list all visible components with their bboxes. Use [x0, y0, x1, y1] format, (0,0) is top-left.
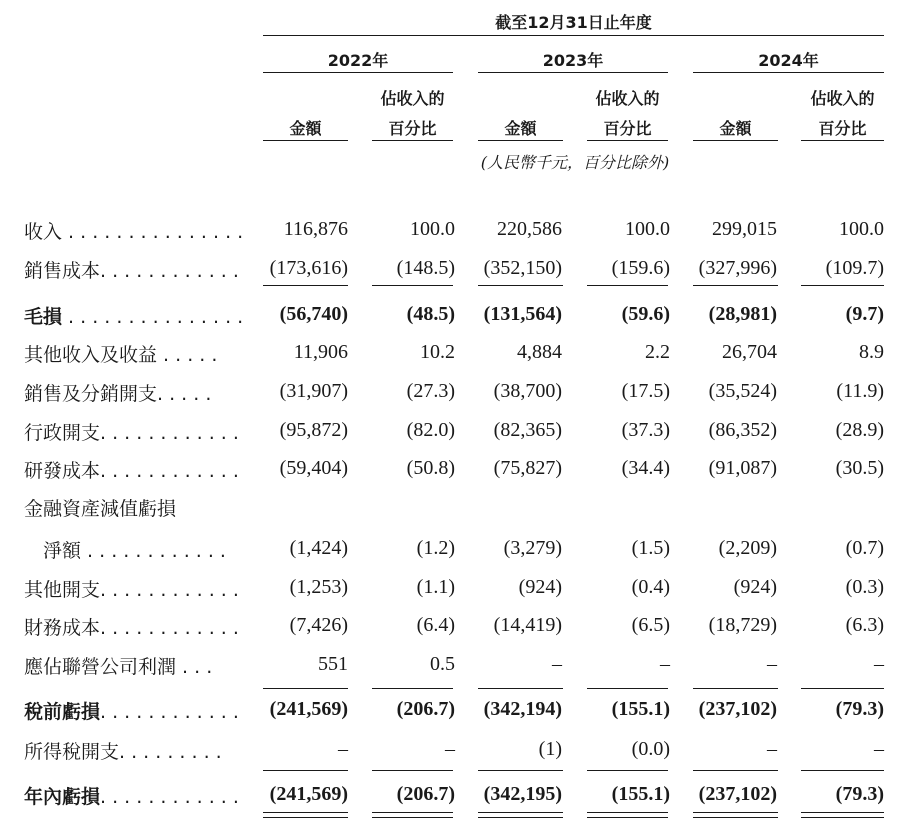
col-amount-2023: 金額 — [504, 119, 537, 138]
cell-amount-2023: (38,700) — [493, 380, 562, 402]
cell-pct-2024: (0.3) — [845, 576, 884, 598]
row-leader-dots: . . . . . . . . . . . . — [100, 617, 239, 639]
period-rule — [263, 35, 884, 36]
cell-amount-2023: (131,564) — [483, 303, 562, 325]
cell-amount-2023: (342,194) — [483, 698, 562, 720]
cell-pct-2024: (109.7) — [825, 257, 884, 279]
row-label-text: 毛損 — [24, 306, 63, 328]
cell-pct-2024: (6.3) — [845, 614, 884, 636]
cell-amount-2024: (35,524) — [708, 380, 777, 402]
row-label — [24, 302, 243, 329]
cell-amount-2023: – — [552, 653, 562, 675]
cell-pct-2022: (82.0) — [406, 419, 455, 441]
cell-amount-2024: (327,996) — [698, 257, 777, 279]
cell-amount-2022: (173,616) — [269, 257, 348, 279]
row-label — [24, 418, 239, 445]
cell-pct-2022: (206.7) — [396, 783, 455, 805]
row-leader-dots: . . . . . . . . . . . . — [100, 260, 239, 282]
row-leader-dots: . . . . . . . . . — [119, 741, 222, 763]
cell-pct-2024: (79.3) — [835, 698, 884, 720]
row-rule — [693, 688, 778, 689]
cell-pct-2023: (17.5) — [621, 380, 670, 402]
cell-pct-2023: (34.4) — [621, 457, 670, 479]
col-pct-2024-line2: 百分比 — [818, 119, 867, 138]
row-label — [24, 494, 176, 521]
unit-note: (人民幣千元，百分比除外) — [480, 153, 670, 172]
cell-pct-2024: – — [874, 738, 884, 760]
row-label-text: 稅前虧損 — [24, 701, 101, 723]
row-label-text: 其他開支 — [24, 579, 101, 601]
row-rule — [693, 770, 778, 771]
row-leader-dots: . . . . . . . . . . . . . . . — [62, 221, 244, 243]
cell-amount-2022: (95,872) — [279, 419, 348, 441]
cell-pct-2023: 2.2 — [645, 341, 670, 363]
row-label — [24, 217, 243, 244]
row-label — [24, 575, 239, 602]
row-leader-dots: . . . . . . . . . . . . — [100, 701, 239, 723]
row-label — [24, 697, 239, 724]
row-label-text: 淨額 — [24, 540, 82, 562]
row-leader-dots: . . . . . — [157, 344, 218, 366]
cell-pct-2024: (28.9) — [835, 419, 884, 441]
subheader-rule — [587, 140, 668, 141]
cell-pct-2023: (155.1) — [611, 783, 670, 805]
cell-pct-2022: (148.5) — [396, 257, 455, 279]
cell-amount-2024: 299,015 — [712, 218, 777, 240]
row-label — [24, 456, 239, 483]
cell-pct-2022: (48.5) — [406, 303, 455, 325]
cell-amount-2022: (241,569) — [269, 698, 348, 720]
cell-amount-2024: (86,352) — [708, 419, 777, 441]
cell-amount-2023: (82,365) — [493, 419, 562, 441]
cell-amount-2022: – — [338, 738, 348, 760]
row-rule — [801, 688, 884, 689]
cell-pct-2022: (1.2) — [416, 537, 455, 559]
year-rule-2023 — [478, 72, 668, 73]
cell-amount-2022: (59,404) — [279, 457, 348, 479]
cell-pct-2022: – — [445, 738, 455, 760]
cell-amount-2023: (3,279) — [503, 537, 562, 559]
cell-amount-2024: (2,209) — [718, 537, 777, 559]
cell-pct-2023: (0.0) — [631, 738, 670, 760]
double-rule — [263, 812, 348, 818]
row-label-text: 銷售成本 — [24, 260, 101, 282]
year-rule-2024 — [693, 72, 884, 73]
period-title: 截至12月31日止年度 — [495, 13, 652, 32]
row-rule — [587, 688, 668, 689]
subheader-rule — [263, 140, 348, 141]
row-label-text: 研發成本 — [24, 460, 101, 482]
row-rule — [478, 688, 563, 689]
row-leader-dots: . . . . . . . . . . . . — [100, 460, 239, 482]
col-pct-2023-line1: 佔收入的 — [595, 89, 660, 108]
row-rule — [263, 285, 348, 286]
col-pct-2022-line1: 佔收入的 — [380, 89, 445, 108]
cell-amount-2023: (75,827) — [493, 457, 562, 479]
cell-amount-2022: (1,424) — [289, 537, 348, 559]
cell-pct-2022: 0.5 — [430, 653, 455, 675]
cell-pct-2023: (155.1) — [611, 698, 670, 720]
cell-amount-2024: (18,729) — [708, 614, 777, 636]
row-leader-dots: . . . . . — [157, 383, 212, 405]
row-rule — [263, 770, 348, 771]
cell-amount-2024: (924) — [733, 576, 777, 598]
row-label-text: 財務成本 — [24, 617, 101, 639]
row-rule — [587, 285, 668, 286]
cell-pct-2023: (59.6) — [621, 303, 670, 325]
row-label — [24, 737, 222, 764]
row-label — [24, 613, 239, 640]
cell-pct-2024: (79.3) — [835, 783, 884, 805]
cell-pct-2023: (159.6) — [611, 257, 670, 279]
cell-pct-2022: (206.7) — [396, 698, 455, 720]
cell-pct-2022: 100.0 — [410, 218, 455, 240]
cell-pct-2022: (50.8) — [406, 457, 455, 479]
row-label — [24, 340, 217, 367]
double-rule — [372, 812, 453, 818]
cell-amount-2024: (237,102) — [698, 783, 777, 805]
cell-pct-2024: – — [874, 653, 884, 675]
row-leader-dots: . . . . . . . . . . . . — [81, 540, 226, 562]
cell-amount-2022: (241,569) — [269, 783, 348, 805]
double-rule — [587, 812, 668, 818]
cell-amount-2022: (56,740) — [279, 303, 348, 325]
subheader-rule — [801, 140, 884, 141]
row-label — [24, 379, 211, 406]
cell-amount-2022: (7,426) — [289, 614, 348, 636]
row-rule — [478, 770, 563, 771]
subheader-rule — [693, 140, 778, 141]
cell-amount-2023: (1) — [538, 738, 562, 760]
cell-pct-2022: (1.1) — [416, 576, 455, 598]
cell-amount-2022: (1,253) — [289, 576, 348, 598]
year-2024-header: 2024年 — [758, 51, 819, 70]
col-amount-2024: 金額 — [719, 119, 752, 138]
cell-amount-2022: 11,906 — [293, 341, 348, 363]
row-rule — [372, 285, 453, 286]
row-rule — [372, 688, 453, 689]
cell-amount-2023: (342,195) — [483, 783, 562, 805]
cell-amount-2024: (237,102) — [698, 698, 777, 720]
col-amount-2022: 金額 — [289, 119, 322, 138]
cell-pct-2023: 100.0 — [625, 218, 670, 240]
row-label-text: 年內虧損 — [24, 786, 101, 808]
cell-amount-2022: (31,907) — [279, 380, 348, 402]
cell-pct-2024: (0.7) — [845, 537, 884, 559]
year-2023-header: 2023年 — [542, 51, 604, 70]
row-rule — [693, 285, 778, 286]
row-leader-dots: . . . . . . . . . . . . . . . — [62, 306, 244, 328]
row-label-text: 應佔聯營公司利潤 — [24, 656, 177, 678]
row-rule — [801, 770, 884, 771]
row-leader-dots: . . . . . . . . . . . . — [100, 786, 239, 808]
double-rule — [478, 812, 563, 818]
cell-amount-2023: 220,586 — [497, 218, 562, 240]
cell-amount-2024: 26,704 — [722, 341, 777, 363]
cell-pct-2022: (6.4) — [416, 614, 455, 636]
subheader-rule — [478, 140, 563, 141]
cell-amount-2024: – — [767, 653, 777, 675]
double-rule — [801, 812, 884, 818]
cell-pct-2024: 8.9 — [859, 341, 884, 363]
cell-pct-2024: (11.9) — [836, 380, 884, 402]
cell-pct-2022: 10.2 — [420, 341, 455, 363]
row-label-text: 銷售及分銷開支 — [24, 383, 158, 405]
row-rule — [801, 285, 884, 286]
row-leader-dots: . . . . . . . . . . . . — [100, 422, 239, 444]
cell-amount-2023: (352,150) — [483, 257, 562, 279]
cell-amount-2023: (924) — [518, 576, 562, 598]
cell-pct-2022: (27.3) — [406, 380, 455, 402]
row-label-text: 行政開支 — [24, 422, 101, 444]
cell-amount-2022: 551 — [318, 653, 348, 675]
cell-pct-2023: (6.5) — [631, 614, 670, 636]
cell-amount-2024: – — [767, 738, 777, 760]
row-rule — [263, 688, 348, 689]
row-leader-dots: . . . . . . . . . . . . — [100, 579, 239, 601]
row-label-text: 收入 — [24, 221, 63, 243]
cell-pct-2024: 100.0 — [839, 218, 884, 240]
year-2022-header: 2022年 — [327, 51, 389, 70]
row-leader-dots: . . . — [176, 656, 213, 678]
cell-amount-2024: (91,087) — [708, 457, 777, 479]
double-rule — [693, 812, 778, 818]
cell-pct-2023: (37.3) — [621, 419, 670, 441]
cell-pct-2023: – — [660, 653, 670, 675]
row-label-text: 金融資產減值虧損 — [24, 498, 177, 520]
cell-pct-2023: (0.4) — [631, 576, 670, 598]
row-rule — [478, 285, 563, 286]
row-label — [24, 782, 239, 809]
cell-amount-2023: (14,419) — [493, 614, 562, 636]
row-label — [24, 256, 239, 283]
row-label-text: 其他收入及收益 — [24, 344, 158, 366]
row-label-text: 所得稅開支 — [24, 741, 120, 763]
row-label — [24, 652, 212, 679]
col-pct-2022-line2: 百分比 — [388, 119, 437, 138]
row-label — [24, 536, 226, 563]
cell-pct-2024: (30.5) — [835, 457, 884, 479]
cell-amount-2024: (28,981) — [708, 303, 777, 325]
subheader-rule — [372, 140, 453, 141]
row-rule — [587, 770, 668, 771]
cell-pct-2023: (1.5) — [631, 537, 670, 559]
col-pct-2023-line2: 百分比 — [603, 119, 652, 138]
row-rule — [372, 770, 453, 771]
col-pct-2024-line1: 佔收入的 — [810, 89, 875, 108]
cell-amount-2022: 116,876 — [283, 218, 348, 240]
year-rule-2022 — [263, 72, 453, 73]
cell-amount-2023: 4,884 — [517, 341, 562, 363]
cell-pct-2024: (9.7) — [845, 303, 884, 325]
